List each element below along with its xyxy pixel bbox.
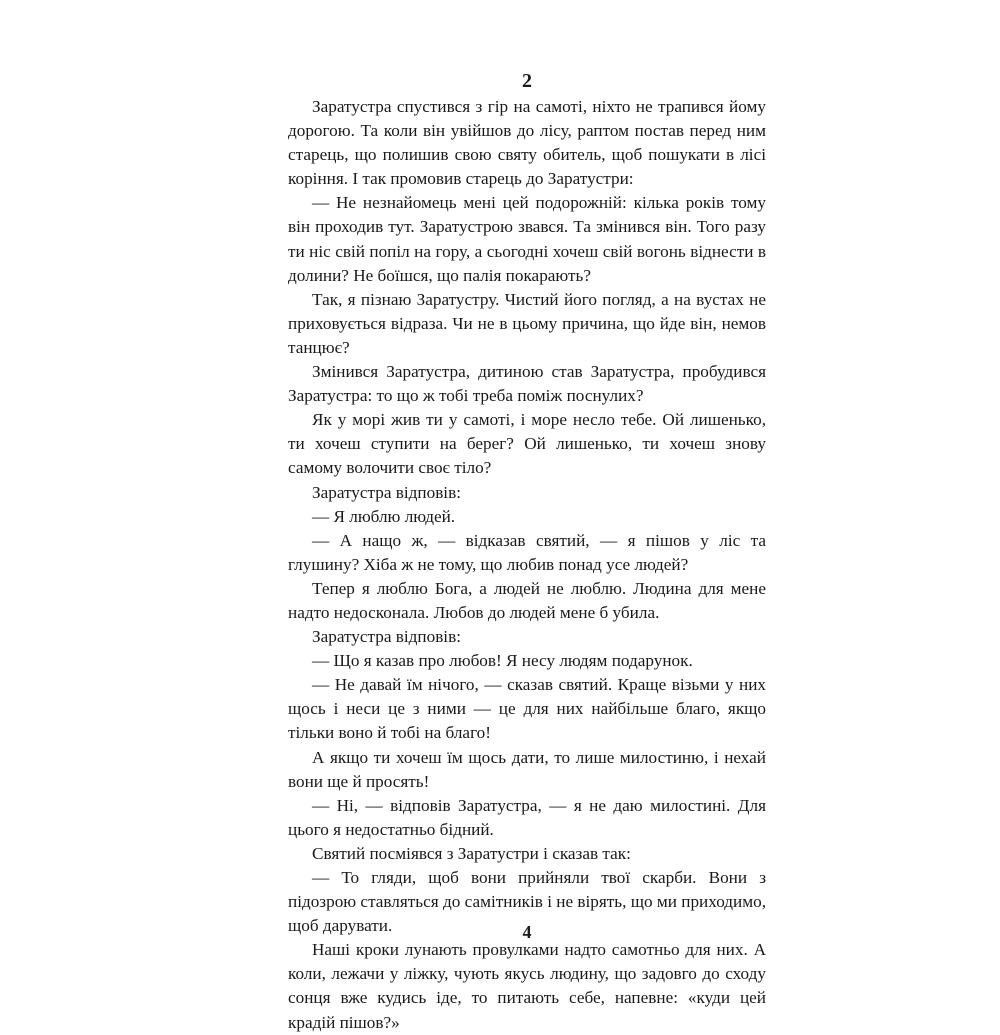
paragraph: — А нащо ж, — відказав святий, — я пішов у ліс та глушину? Хіба ж не тому, що любив понад усе людей? [288,530,766,574]
paragraph: Тепер я люблю Бога, а людей не люблю. Людина для мене надто недосконала. Любов до людей мене б убила. [288,578,766,622]
section-number: 2 [522,70,532,92]
book-page [288,68,766,1035]
paragraph: — Що я казав про любов! Я несу людям подарунок. [312,651,693,671]
paragraph: Заратустра відповів: [312,627,461,647]
paragraph: — Я люблю людей. [312,506,456,526]
paragraph: — Ні, — відповів Заратустра, — я не даю милостині. Для цього я недостатньо бідний. [288,795,766,839]
paragraph: Як у морі жив ти у самоті, і море несло тебе. Ой лишенько, ти хочеш ступити на берег? Ой лишенько, ти хочеш знову самому волочити своє тіло? [288,410,766,478]
paragraph: — Не незнайомець мені цей подорожній: кілька років тому він проходив тут. Заратустрою звався. Та змінився він. Того разу ти ніс свій попіл на гору, а сьогодні хочеш свій вогонь віднести в долини? Не боїшся, що палія покарають? [288,193,766,285]
paragraph: Так, я пізнаю Заратустру. Чистий його погляд, а на вустах не приховується відраза. Чи не в цьому причина, що йде він, немов танцює? [288,289,766,357]
page-number: 4 [522,922,532,942]
paragraph: — То гляди, щоб вони прийняли твої скарби. Вони з підозрою ставляться до самітників і не вірять, що ми приходимо, щоб дарувати. [288,868,766,936]
paragraph: Святий посміявся з Заратустри і сказав так: [312,843,631,863]
paragraph: Змінився Заратустра, дитиною став Заратустра, пробудився Заратустра: то що ж тобі треба поміж поснулих? [288,362,766,406]
paragraph: Заратустра спустився з гір на самоті, ніхто не трапився йому дорогою. Та коли він увійшов до лісу, раптом постав перед ним старець, що полишив свою святу обитель, щоб пошукати в лісі коріння. І так промовив старець до Заратустри: [288,97,766,189]
paragraph: Заратустра відповів: [312,482,461,502]
body-text [288,95,766,1035]
paragraph: А якщо ти хочеш їм щось дати, то лише милостиню, і нехай вони ще й просять! [288,747,766,791]
paragraph: Наші кроки лунають провулками надто самотньо для них. А коли, лежачи у ліжку, чують якусь людину, що задовго до сходу сонця вже кудись іде, то питають себе, напевне: «куди цей крадій пішов?» [288,940,766,1032]
paragraph: — Не давай їм нічого, — сказав святий. Краще візьми у них щось і неси це з ними — це для них найбільше благо, якщо тільки воно й тобі на благо! [288,675,766,743]
